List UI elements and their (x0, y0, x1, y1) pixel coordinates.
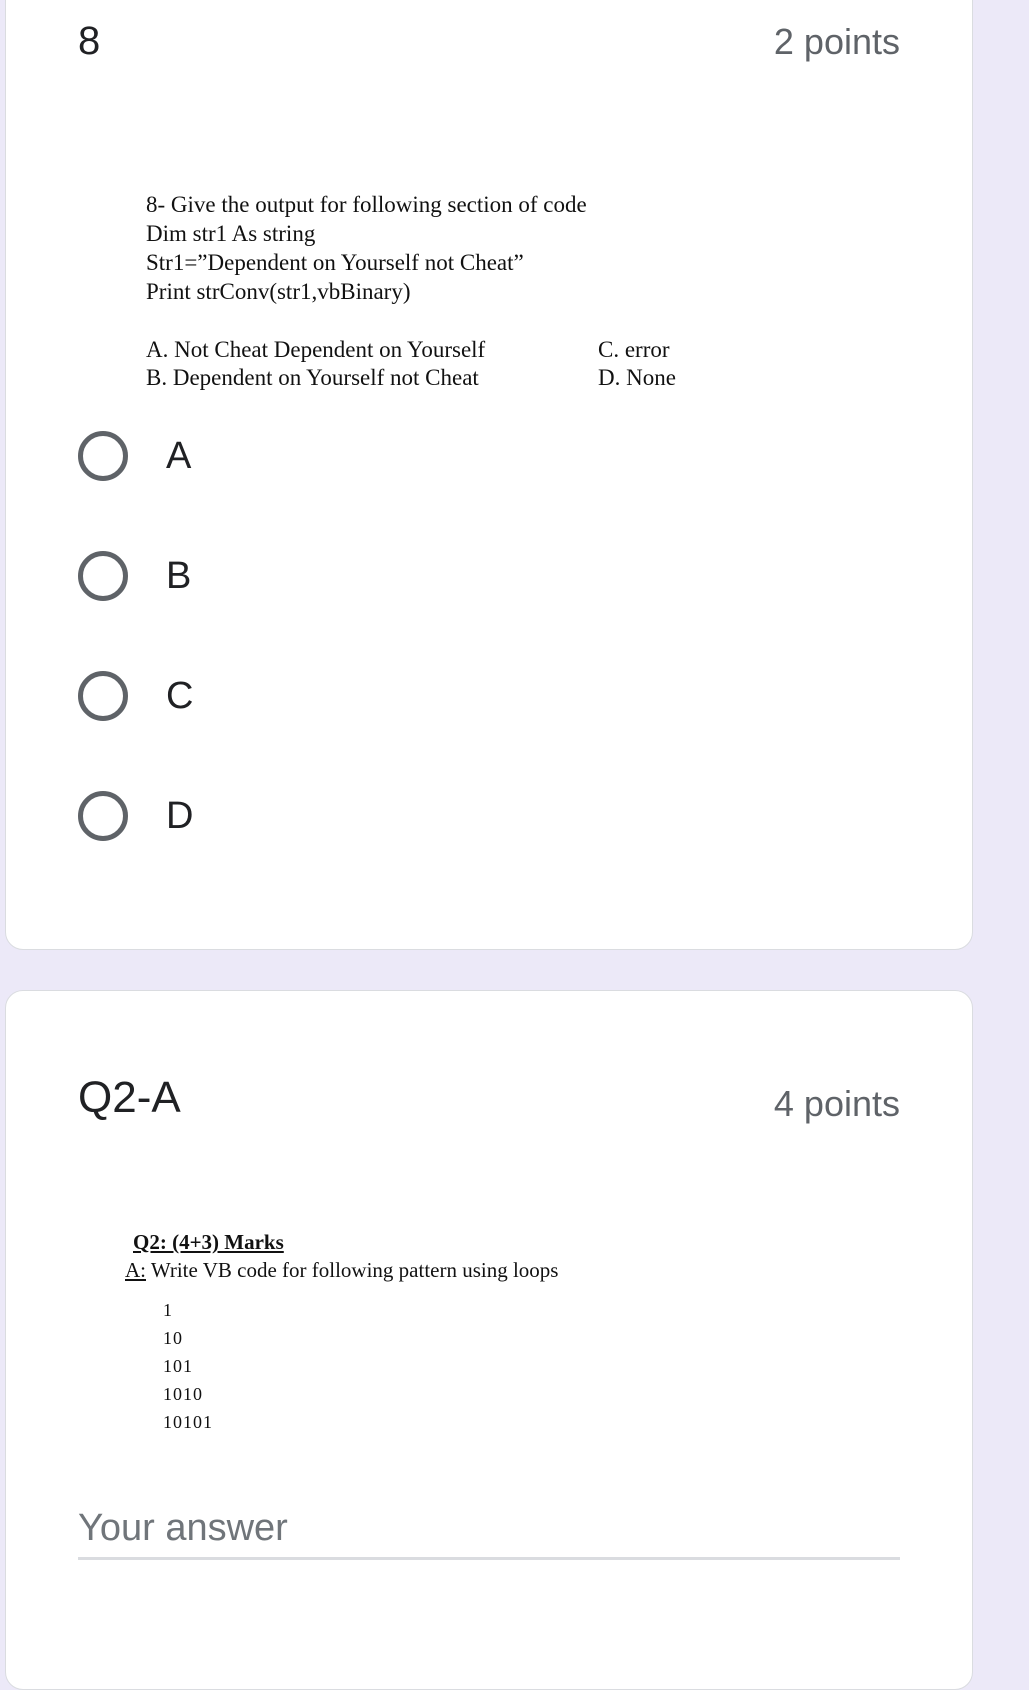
choice-label: B (166, 554, 192, 597)
instruction-label: A: (125, 1258, 146, 1282)
pattern-line: 101 (163, 1356, 193, 1376)
question-text-line: Dim str1 As string (146, 221, 316, 246)
pattern-line: 1 (163, 1300, 173, 1320)
question-image (146, 192, 746, 392)
pattern-line: 1010 (163, 1384, 203, 1404)
option-text-a: A. Not Cheat Dependent on Yourself (146, 337, 486, 362)
question-points: 4 points (773, 1083, 900, 1124)
radio-button[interactable] (78, 431, 128, 481)
radio-button[interactable] (78, 671, 128, 721)
question-header: Q2: (4+3) Marks (133, 1230, 284, 1254)
question-instruction (125, 1258, 558, 1283)
question-text-line: 8- Give the output for following section of code (146, 192, 587, 217)
choice-c[interactable] (78, 666, 478, 726)
question-text-line: Str1=”Dependent on Yourself not Cheat” (146, 250, 524, 275)
choice-label: A (166, 434, 192, 477)
option-text-c: C. error (598, 337, 670, 362)
choice-d[interactable] (78, 786, 478, 846)
instruction-text: Write VB code for following pattern using loops (146, 1258, 559, 1282)
answer-input[interactable] (78, 1500, 900, 1560)
question-text-line: Print strConv(str1,vbBinary) (146, 279, 411, 304)
choice-b[interactable] (78, 546, 478, 606)
pattern-line: 10 (163, 1328, 183, 1348)
choice-label: D (166, 794, 194, 837)
radio-button[interactable] (78, 551, 128, 601)
option-text-d: D. None (598, 365, 676, 390)
choice-a[interactable] (78, 426, 478, 486)
question-points: 2 points (773, 21, 900, 62)
choice-label: C (166, 674, 194, 717)
question-number: 8 (78, 19, 101, 63)
pattern-line: 10101 (163, 1412, 213, 1432)
radio-button[interactable] (78, 791, 128, 841)
option-text-b: B. Dependent on Yourself not Cheat (146, 365, 479, 390)
question-image (125, 1230, 725, 1430)
question-title: Q2-A (78, 1073, 181, 1122)
